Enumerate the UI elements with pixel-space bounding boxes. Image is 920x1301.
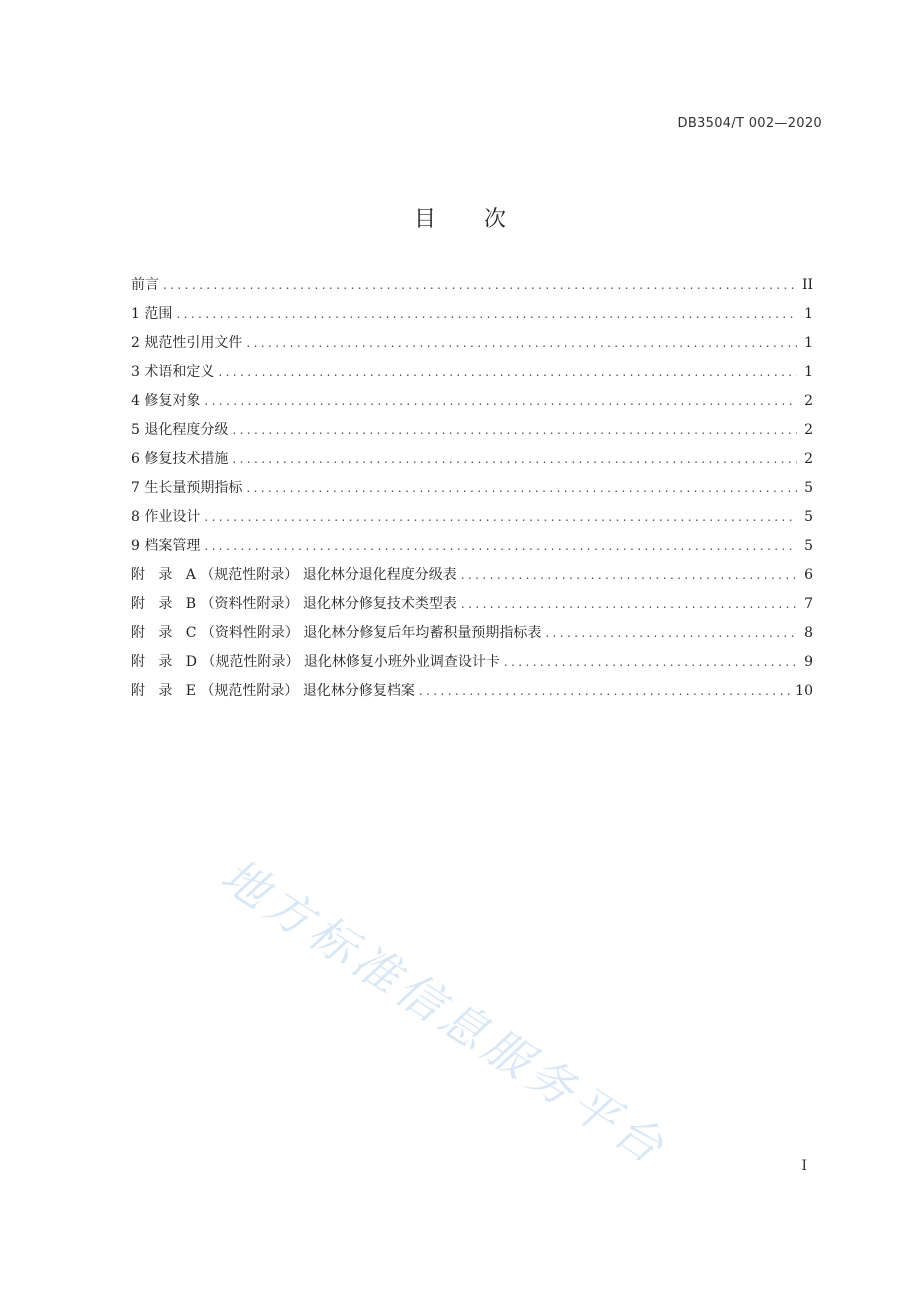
dot-leader — [545, 626, 797, 640]
toc-entry-restoration-measures[interactable] — [131, 448, 813, 477]
appendix-prefix: 附 — [131, 654, 145, 670]
dot-leader — [232, 423, 797, 437]
appendix-title: 退化林分修复档案 — [302, 683, 415, 699]
appendix-letter: A — [185, 567, 196, 583]
appendix-type: （资料性附录） — [200, 596, 299, 612]
dot-leader — [232, 452, 797, 466]
appendix-type: （规范性附录） — [200, 683, 299, 699]
toc-entry-scope[interactable] — [131, 303, 813, 332]
appendix-prefix: 附 — [131, 683, 145, 699]
appendix-type: （规范性附录） — [200, 567, 299, 583]
toc-entry-page: 1 — [804, 364, 813, 380]
appendix-title: 退化林分退化程度分级表 — [302, 567, 457, 583]
toc-entry-page: 2 — [804, 422, 813, 438]
appendix-prefix: 录 — [158, 654, 173, 670]
toc-entry-page: 9 — [804, 654, 813, 670]
toc-entry-normative-references[interactable] — [131, 332, 813, 361]
toc-entry-operation-design[interactable] — [131, 506, 813, 535]
toc-entry-appendix-c[interactable] — [131, 622, 813, 651]
dot-leader — [246, 481, 797, 495]
appendix-letter: B — [185, 596, 197, 612]
toc-entry-label: 4 修复对象 — [131, 393, 201, 409]
toc-entry-page: 6 — [804, 567, 813, 583]
toc-entry-label — [131, 564, 457, 584]
toc-entry-growth-indicators[interactable] — [131, 477, 813, 506]
toc-entry-page: 5 — [804, 538, 813, 554]
dot-leader — [504, 655, 797, 669]
dot-leader — [246, 336, 797, 350]
dot-leader — [204, 394, 797, 408]
toc-entry-label — [131, 622, 541, 642]
toc-entry-page: 10 — [795, 683, 813, 699]
appendix-title: 退化林修复小班外业调查设计卡 — [303, 654, 500, 670]
dot-leader — [204, 539, 797, 553]
toc-entry-page: 2 — [804, 451, 813, 467]
toc-title-char-2: 次 — [484, 207, 507, 232]
appendix-title: 退化林分修复技术类型表 — [302, 596, 457, 612]
toc-entry-page: II — [801, 277, 813, 293]
toc-entry-appendix-a[interactable] — [131, 564, 813, 593]
appendix-prefix: 录 — [158, 567, 173, 583]
toc-entry-label — [131, 651, 500, 671]
appendix-letter: E — [185, 683, 196, 699]
toc-entry-terms[interactable] — [131, 361, 813, 390]
table-of-contents — [131, 274, 813, 709]
appendix-type: （资料性附录） — [200, 625, 299, 641]
dot-leader — [461, 568, 797, 582]
toc-entry-page: 2 — [804, 393, 813, 409]
dot-leader — [176, 307, 797, 321]
toc-entry-label: 6 修复技术措施 — [131, 451, 229, 467]
appendix-letter: C — [185, 625, 197, 641]
toc-title — [0, 202, 920, 233]
toc-entry-page: 1 — [804, 306, 813, 322]
doc-code: DB3504/T 002—2020 — [677, 116, 822, 131]
toc-entry-label: 2 规范性引用文件 — [131, 335, 243, 351]
dot-leader — [218, 365, 797, 379]
dot-leader — [419, 684, 791, 698]
toc-entry-foreword[interactable] — [131, 274, 813, 303]
toc-entry-page: 1 — [804, 335, 813, 351]
dot-leader — [204, 510, 797, 524]
toc-entry-label: 3 术语和定义 — [131, 364, 215, 380]
toc-entry-label: 8 作业设计 — [131, 509, 201, 525]
toc-title-char-1: 目 — [413, 207, 436, 232]
toc-entry-page: 7 — [804, 596, 813, 612]
appendix-prefix: 录 — [158, 596, 173, 612]
appendix-type: （规范性附录） — [201, 654, 300, 670]
toc-entry-appendix-d[interactable] — [131, 651, 813, 680]
appendix-prefix: 录 — [158, 625, 173, 641]
toc-entry-page: 8 — [804, 625, 813, 641]
toc-entry-appendix-e[interactable] — [131, 680, 813, 709]
toc-entry-appendix-b[interactable] — [131, 593, 813, 622]
appendix-prefix: 附 — [131, 625, 145, 641]
toc-entry-restoration-objects[interactable] — [131, 390, 813, 419]
toc-entry-label: 9 档案管理 — [131, 538, 201, 554]
page-number: I — [801, 1158, 807, 1174]
toc-entry-label — [131, 593, 457, 613]
dot-leader — [163, 278, 797, 292]
toc-entry-label: 1 范围 — [131, 306, 173, 322]
appendix-letter: D — [185, 654, 197, 670]
watermark: 地方标准信息服务平台 — [211, 847, 678, 1177]
toc-entry-label: 前言 — [131, 277, 159, 293]
toc-entry-degradation-grading[interactable] — [131, 419, 813, 448]
appendix-prefix: 附 — [131, 596, 145, 612]
toc-entry-page: 5 — [804, 509, 813, 525]
toc-entry-label — [131, 680, 415, 700]
appendix-prefix: 附 — [131, 567, 145, 583]
toc-entry-label: 5 退化程度分级 — [131, 422, 229, 438]
toc-entry-page: 5 — [804, 480, 813, 496]
dot-leader — [461, 597, 797, 611]
toc-entry-archive-management[interactable] — [131, 535, 813, 564]
toc-entry-label: 7 生长量预期指标 — [131, 480, 243, 496]
appendix-prefix: 录 — [158, 683, 173, 699]
appendix-title: 退化林分修复后年均蓄积量预期指标表 — [303, 625, 542, 641]
